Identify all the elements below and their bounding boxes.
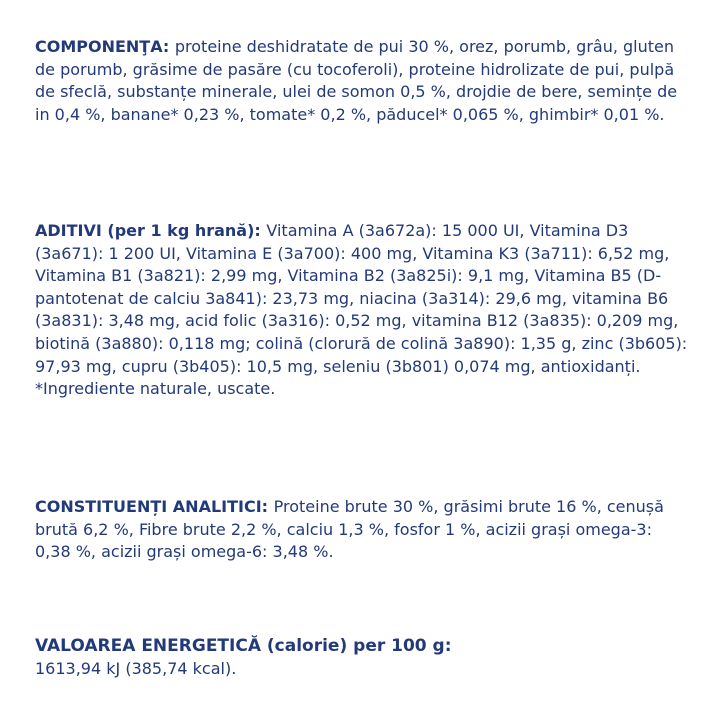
analytical-section	[35, 496, 690, 564]
composition-text: proteine deshidratate de pui 30 %, orez, porumb, grâu, gluten de porumb, grăsime de pasăre (cu tocoferoli), proteine hidrolizate de pui, pulpă de sfeclă, substanțe minerale, ulei de somon 0,5 %, drojdie de bere, semințe de in 0,4 %, banane* 0,23 %, tomate* 0,2 %, păducel* 0,065 %, ghimbir* 0,01 %.	[35, 37, 678, 124]
analytical-heading: CONSTITUENȚI ANALITICI:	[35, 497, 274, 516]
analytical-text: Proteine brute 30 %, grăsimi brute 16 %, cenușă brută 6,2 %, Fibre brute 2,2 %, calciu 1,3 %, fosfor 1 %, acizii grași omega-3: 0,38 %, acizii grași omega-6: 3,48 %.	[35, 497, 664, 562]
energy-text: 1613,94 kJ (385,74 kcal).	[35, 658, 237, 678]
additives-text: Vitamina A (3a672a): 15 000 UI, Vitamina D3 (3a671): 1 200 UI, Vitamina E (3a700): 400 mg, Vitamina K3 (3a711): 6,52 mg, Vitamina B1 (3a821): 2,99 mg, Vitamina B2 (3a825i): 9,1 mg, Vitamina B5 (D-pantotenat de calciu 3a841): 23,73 mg, niacina (3a314): 29,6 mg, vitamina B6 (3a831): 3,48 mg, acid folic (3a316): 0,52 mg, vitamina B12 (3a835): 0,209 mg, biotină (3a880): 0,118 mg; colină (clorură de colină 3a890): 1,35 g, zinc (3b605): 97,93 mg, cupru (3b405): 10,5 mg, seleniu (3b801) 0,074 mg, antioxidanți.	[35, 221, 688, 376]
composition-section	[35, 36, 690, 126]
additives-footnote: *Ingrediente naturale, uscate.	[35, 379, 276, 399]
composition-heading: COMPONENŢA:	[35, 37, 175, 56]
additives-heading: ADITIVI (per 1 kg hrană):	[35, 221, 267, 240]
energy-heading: VALOAREA ENERGETICĂ (calorie) per 100 g:	[35, 636, 452, 656]
energy-section	[35, 635, 690, 680]
additives-section	[35, 220, 690, 401]
